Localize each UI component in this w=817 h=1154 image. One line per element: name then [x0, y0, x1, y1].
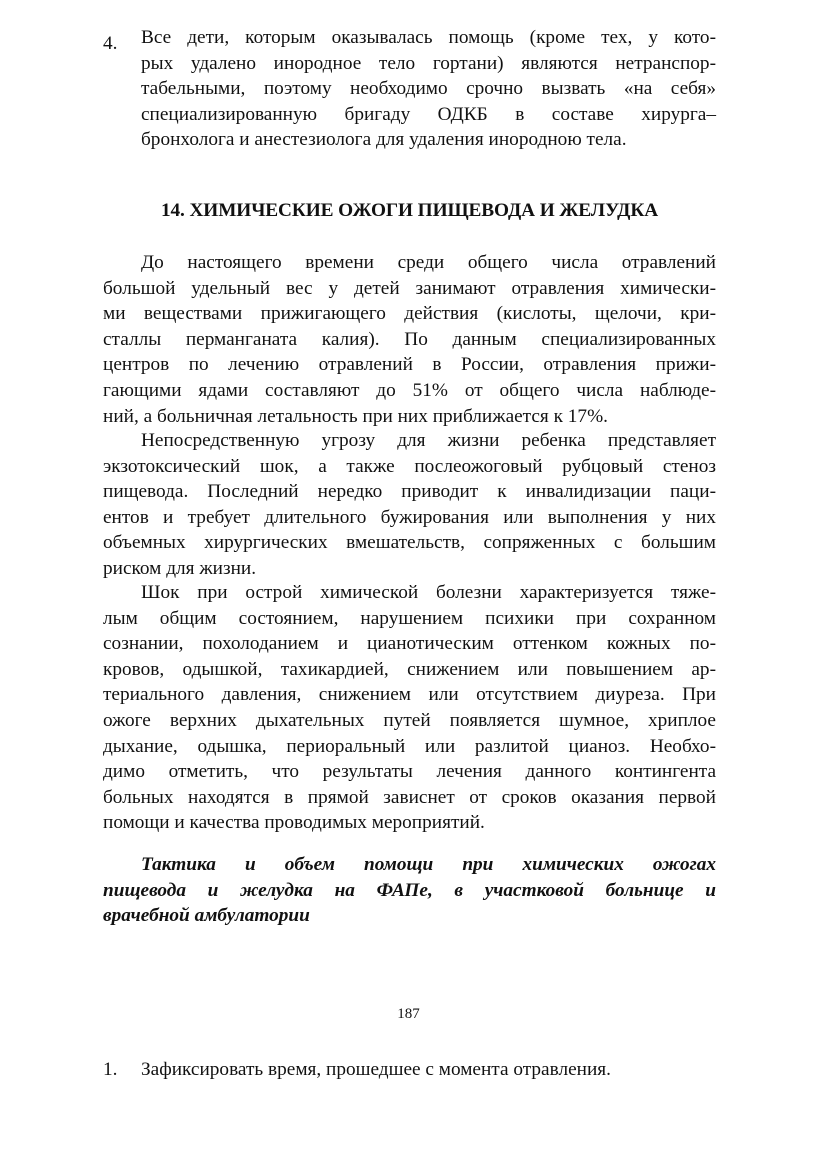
text-line: сознании, похолоданием и цианотическим оттенком кожных по- [103, 633, 716, 655]
text-line: лым общим состоянием, нарушением психики при сохранном [103, 607, 716, 629]
text-line: гающими ядами составляют до 51% от общего числа наблюде- [103, 379, 716, 401]
text-line: кровов, одышкой, тахикардией, снижением или повышением ар- [103, 658, 716, 680]
text-line: дыхание, одышка, периоральный или разлитой цианоз. Необхо- [103, 735, 716, 757]
subheading-line: Тактика и объем помощи при химических ожогах [141, 854, 716, 875]
text-line: ентов и требует длительного бужирования или выполнения у них [103, 506, 716, 528]
text-line: Непосредственную угрозу для жизни ребенка представляет [141, 430, 716, 451]
text-line: ний, а больничная летальность при них приближается к 17%. [103, 405, 608, 427]
text-line: Зафиксировать время, прошедшее с момента отравления. [141, 1058, 611, 1080]
paragraph-1 [103, 250, 716, 429]
subheading-line: пищевода и желудка на ФАПе, в участковой больнице и [103, 879, 716, 901]
text-line: риском для жизни. [103, 557, 257, 579]
text-line: ми веществами прижигающего действия (кислоты, щелочи, кри- [103, 303, 716, 325]
text-line: ожоге верхних дыхательных путей появляется шумное, хриплое [103, 709, 716, 731]
text-line: помощи и качества проводимых мероприятий. [103, 812, 485, 834]
text-line: большой удельный вес у детей занимают отравления химически- [103, 277, 716, 299]
text-line: больных находятся в прямой зависнет от сроков оказания первой [103, 786, 716, 808]
paragraph-2 [103, 428, 716, 582]
text-line: бронхолога и анестезиолога для удаления инородною тела. [141, 129, 627, 151]
text-line: табельными, поэтому необходимо срочно вызвать «на себя» [141, 78, 716, 100]
paragraph-3 [103, 580, 716, 836]
text-line: центров по лечению отравлений в России, отравления прижи- [103, 354, 716, 376]
text-line: сталлы перманганата калия). По данным специализированных [103, 328, 716, 350]
text-line: До настоящего времени среди общего числа отравлений [141, 252, 716, 273]
text-line: Все дети, которым оказывалась помощь (кроме тех, у кото- [141, 27, 716, 48]
text-line: объемных хирургических вмешательств, сопряженных с большим [103, 532, 716, 554]
text-line: Шок при острой химической болезни характеризуется тяже- [141, 582, 716, 603]
text-line: пищевода. Последний нередко приводит к инвалидизации паци- [103, 481, 716, 503]
text-line: специализированную бригаду ОДКБ в составе хирурга– [141, 103, 716, 125]
list-item-4 [103, 25, 716, 153]
list-number: 1. [103, 1058, 118, 1080]
page-number: 187 [397, 1006, 420, 1022]
list-item-1 [103, 1057, 716, 1083]
section-heading: 14. ХИМИЧЕСКИЕ ОЖОГИ ПИЩЕВОДА И ЖЕЛУДКА [160, 200, 659, 221]
text-line: рых удалено инородное тело гортани) являются нетранспор- [141, 52, 716, 74]
subheading [103, 852, 716, 929]
subheading-line: врачебной амбулатории [103, 905, 310, 927]
text-line: териального давления, снижением или отсутствием диуреза. При [103, 684, 716, 706]
text-line: экзотоксический шок, а также послеожоговый рубцовый стеноз [103, 455, 716, 477]
text-line: димо отметить, что результаты лечения данного контингента [103, 761, 716, 783]
list-number: 4. [103, 33, 118, 54]
